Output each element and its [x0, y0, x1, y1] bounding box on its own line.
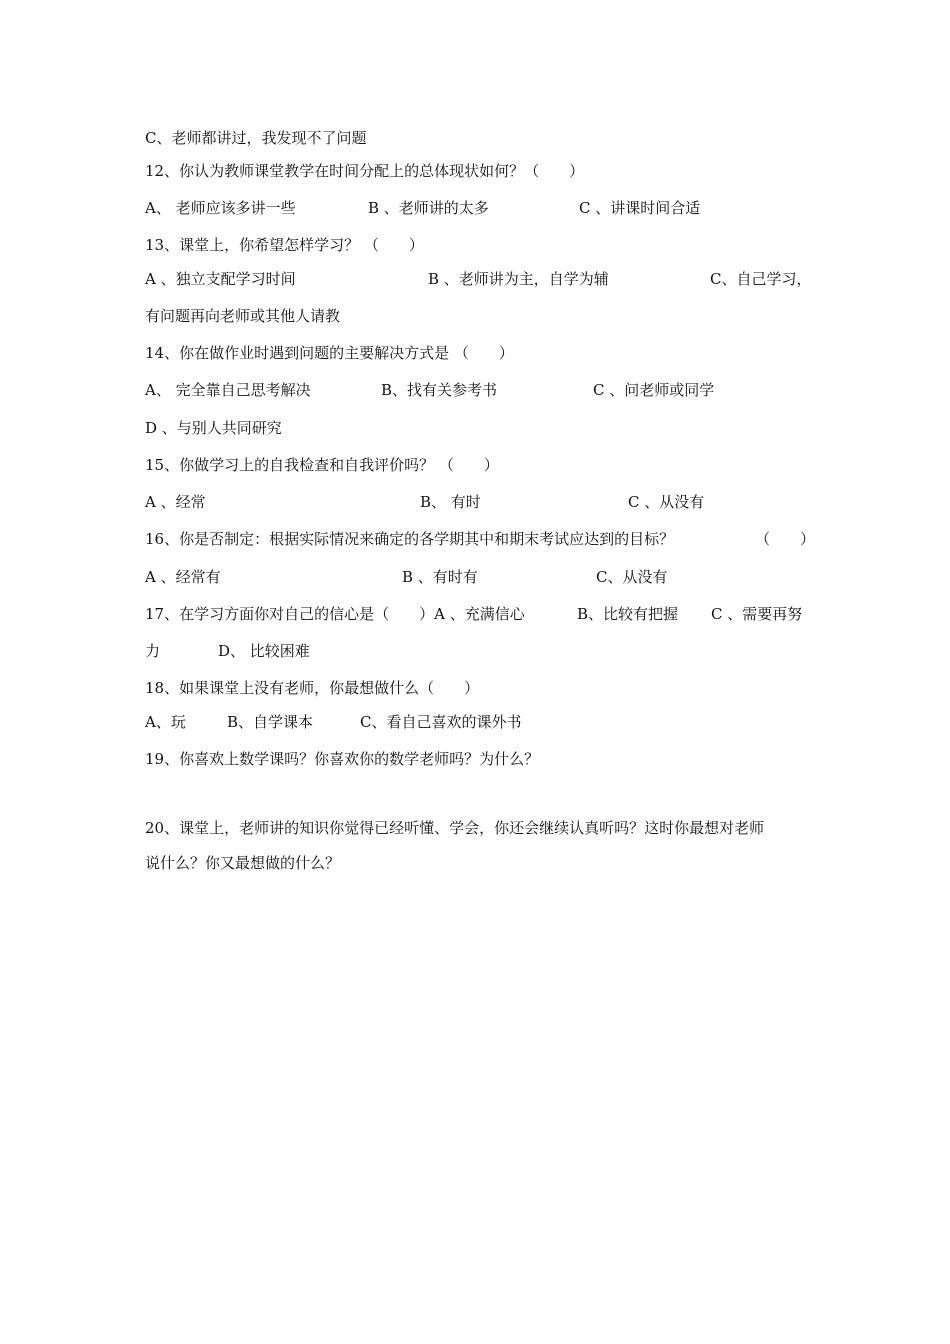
q18-question: 18、如果课堂上没有老师，你最想做什么（ ） — [145, 679, 480, 697]
q16-option-b: B 、有时有 — [402, 568, 478, 586]
q16-option-c: C、从没有 — [596, 568, 668, 586]
q12-option-c: C 、讲课时间合适 — [579, 199, 701, 217]
q18-option-c: C、看自己喜欢的课外书 — [360, 713, 522, 731]
q18-option-a: A、玩 — [145, 713, 186, 731]
q11-option-c: C、老师都讲过，我发现不了问题 — [145, 129, 367, 147]
q15-option-a: A 、经常 — [145, 493, 206, 511]
q13-option-b: B 、老师讲为主，自学为辅 — [428, 270, 609, 288]
q17-question: 17、在学习方面你对自己的信心是（ ）A 、充满信心 — [145, 605, 525, 623]
q20-question-line2: 说什么？你又最想做的什么？ — [145, 854, 341, 872]
q14-option-a: A、 完全靠自己思考解决 — [145, 381, 311, 399]
q12-option-a: A、 老师应该多讲一些 — [145, 199, 296, 217]
q16-question: 16、你是否制定：根据实际情况来确定的各学期其中和期末考试应达到的目标？ — [145, 530, 675, 548]
q14-question: 14、你在做作业时遇到问题的主要解决方式是 （ ） — [145, 344, 514, 362]
q17-option-c: C 、需要再努 — [711, 605, 803, 623]
q15-question: 15、你做学习上的自我检查和自我评价吗？ （ ） — [145, 456, 499, 474]
q20-question-line1: 20、课堂上，老师讲的知识你觉得已经听懂、学会，你还会继续认真听吗？这时你最想对老师 — [145, 819, 765, 837]
q14-option-b: B、找有关参考书 — [381, 381, 498, 399]
q17-option-d: D、 比较困难 — [218, 642, 310, 660]
q16-answer-bracket: （ ） — [755, 530, 816, 548]
q15-option-c: C 、从没有 — [628, 493, 705, 511]
q15-option-b: B、 有时 — [420, 493, 481, 511]
q16-option-a: A 、经常有 — [145, 568, 221, 586]
q18-option-b: B、自学课本 — [227, 713, 314, 731]
q13-option-a: A 、独立支配学习时间 — [145, 270, 296, 288]
q14-option-d: D 、与别人共同研究 — [145, 419, 282, 437]
q12-option-b: B 、老师讲的太多 — [368, 199, 489, 217]
q19-question: 19、你喜欢上数学课吗？你喜欢你的数学老师吗？为什么？ — [145, 750, 540, 768]
q17-option-b: B、比较有把握 — [577, 605, 679, 623]
q13-question: 13、课堂上，你希望怎样学习？ （ ） — [145, 236, 424, 254]
q13-continuation: 有问题再向老师或其他人请教 — [145, 307, 341, 325]
q12-question: 12、你认为教师课堂教学在时间分配上的总体现状如何？（ ） — [145, 162, 585, 180]
q17-option-c-continuation: 力 — [145, 642, 161, 660]
q14-option-c: C 、问老师或同学 — [593, 381, 715, 399]
q13-option-c: C、自己学习， — [710, 270, 812, 288]
